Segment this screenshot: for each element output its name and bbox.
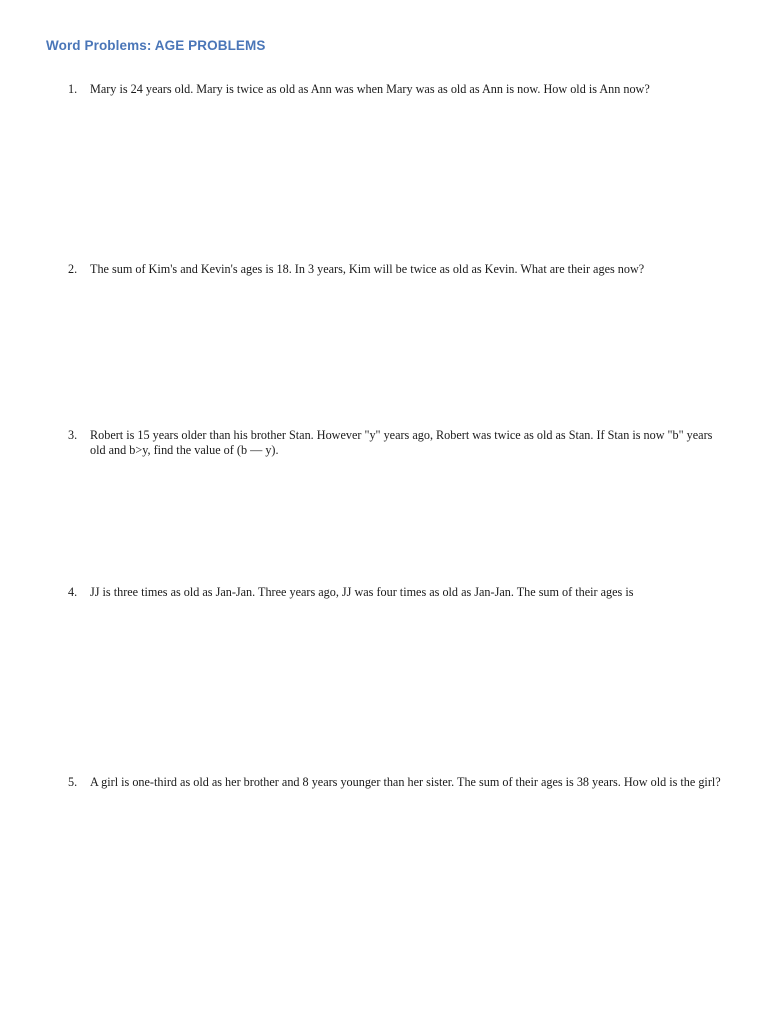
problem-text: Mary is 24 years old. Mary is twice as old as Ann was when Mary was as old as Ann is now. How old is Ann now?: [90, 82, 650, 96]
problem-5: [68, 775, 728, 790]
problem-text: A girl is one-third as old as her brother and 8 years younger than her sister. The sum of their ages is 38 years. How old is the girl?: [90, 775, 721, 789]
problem-3: [68, 428, 728, 458]
problem-2: [68, 262, 728, 277]
problem-text: Robert is 15 years older than his brother Stan. However "y" years ago, Robert was twice as old as Stan. If Stan is now "b" years old and b>y, find the value of (b — y).: [90, 428, 713, 457]
problem-number: 1.: [68, 82, 78, 96]
page-title: Word Problems: AGE PROBLEMS: [46, 38, 266, 53]
problem-number: 4.: [68, 585, 78, 599]
problem-text: JJ is three times as old as Jan-Jan. Three years ago, JJ was four times as old as Jan-Jan. The sum of their ages is: [90, 585, 634, 599]
problem-number: 2.: [68, 262, 78, 276]
problem-4: [68, 585, 728, 600]
problem-number: 5.: [68, 775, 78, 789]
problem-number: 3.: [68, 428, 78, 442]
problem-text: The sum of Kim's and Kevin's ages is 18. In 3 years, Kim will be twice as old as Kevin. What are their ages now?: [90, 262, 645, 276]
problem-1: [68, 82, 728, 97]
